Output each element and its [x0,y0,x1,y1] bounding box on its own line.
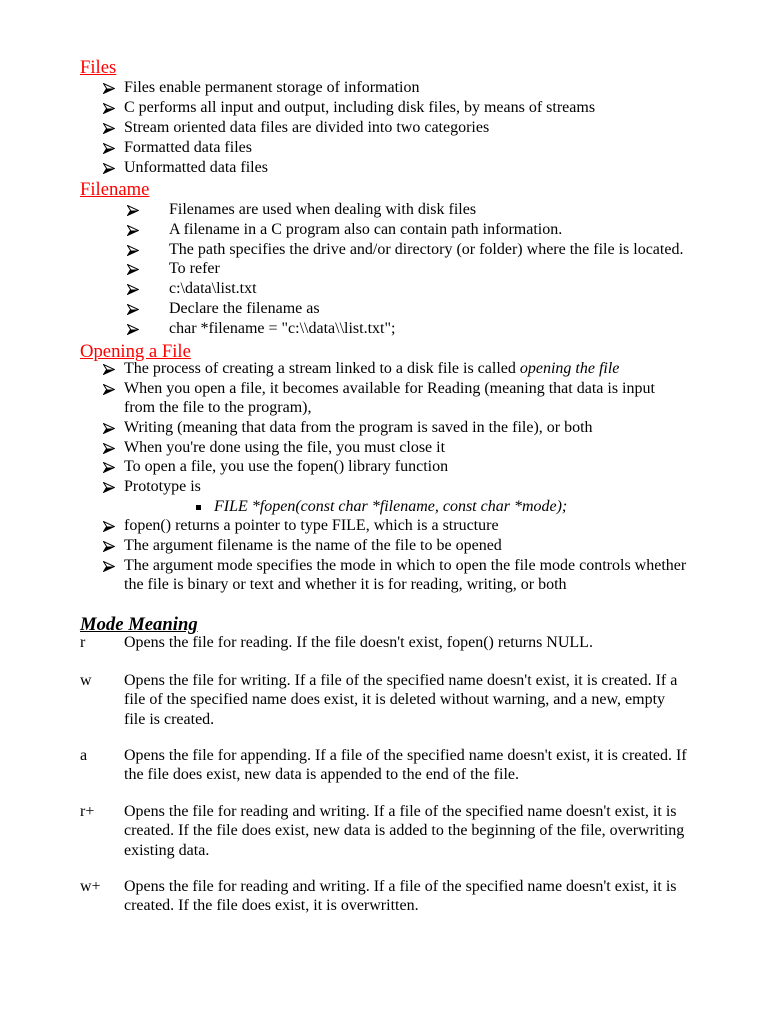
list-item-text: Files enable permanent storage of information [124,79,420,96]
arrow-bullet-icon [127,304,139,315]
list-item-text: Filenames are used when dealing with disk files [169,201,477,218]
files-list [0,78,768,178]
list-item-text: To refer [169,260,220,278]
arrow-bullet-icon [103,163,115,174]
files-heading: Files [80,57,117,78]
arrow-bullet-icon [103,384,115,395]
arrow-bullet-icon [103,541,115,552]
mode-description [124,802,684,860]
list-item [0,279,768,299]
mode-key: r [80,634,86,651]
mode-description [124,877,677,916]
list-item [0,98,768,118]
mode-description-line: the file does exist, new data is appended to the end of the file. [124,766,519,784]
arrow-bullet-icon [127,205,139,216]
list-item-text: fopen() returns a pointer to type FILE, which is a structure [124,517,499,535]
sub-list-item [0,497,768,517]
list-item [0,536,768,556]
list-item-text: c:\data\list.txt [169,280,257,298]
list-item [0,138,768,158]
list-item-text: C performs all input and output, including disk files, by means of streams [124,99,596,116]
opening-a-file-list [0,359,768,595]
list-item [0,379,768,418]
list-item [0,319,768,339]
arrow-bullet-icon [103,482,115,493]
mode-description [124,746,687,785]
list-item-text: Formatted data files [124,139,252,156]
list-item [0,516,768,536]
mode-description-line: created. If the file does exist, new data is added to the beginning of the file, overwriting [124,822,685,840]
list-item [0,418,768,438]
list-item [0,158,768,178]
mode-description-line: file of the specified name does exist, it is deleted without warning, and a new, empty [124,691,666,709]
list-item-text: The path specifies the drive and/or directory (or folder) where the file is located. [169,240,684,258]
square-bullet-icon [196,505,201,510]
mode-description-line: file is created. [124,710,215,728]
mode-description [124,671,677,729]
arrow-bullet-icon [103,521,115,532]
arrow-bullet-icon [127,225,139,236]
list-item-text: A filename in a C program also can contain path information. [169,220,563,238]
arrow-bullet-icon [127,284,139,295]
mode-description [124,633,593,652]
mode-key: a [80,747,88,764]
list-item-line: The argument mode specifies the mode in which to open the file mode controls whether [124,556,687,574]
list-item [0,259,768,279]
list-item-text: Prototype is [124,477,201,495]
arrow-bullet-icon [127,245,139,256]
list-item [0,299,768,319]
list-item [0,200,768,220]
list-item-text: Stream oriented data files are divided into two categories [124,119,490,136]
arrow-bullet-icon [103,443,115,454]
arrow-bullet-icon [103,103,115,114]
prototype-signature: FILE *fopen(const char *filename, const char *mode); [214,497,568,515]
emphasis-text: opening the file [519,360,620,377]
list-item-text: When you're done using the file, you must close it [124,438,446,456]
mode-description-line: Opens the file for appending. If a file of the specified name doesn't exist, it is created. If [124,747,687,764]
arrow-bullet-icon [103,364,115,375]
filename-heading: Filename [80,179,150,200]
list-item-text: The argument filename is the name of the file to be opened [124,536,502,554]
list-item-text: To open a file, you use the fopen() library function [124,458,449,476]
list-item-text: Writing (meaning that data from the program is saved in the file), or both [124,418,593,436]
list-item-line: When you open a file, it becomes available for Reading (meaning that data is input [124,379,655,397]
mode-description-line: Opens the file for reading. If the file doesn't exist, fopen() returns NULL. [124,634,593,651]
list-item-line: the file is binary or text and whether it is for reading, writing, or both [124,576,567,594]
mode-description-line: Opens the file for writing. If a file of the specified name doesn't exist, it is created. If a [124,672,678,689]
list-item [0,78,768,98]
list-item-text: Declare the filename as [169,299,320,317]
filename-list [0,200,768,339]
arrow-bullet-icon [127,324,139,335]
list-item-text: char *filename = "c:\\data\\list.txt"; [169,319,396,337]
list-item-text: The process of creating a stream linked to a disk file is called [124,360,520,377]
arrow-bullet-icon [103,462,115,473]
arrow-bullet-icon [103,423,115,434]
mode-key: w [80,672,92,689]
mode-description-line: Opens the file for reading and writing. If a file of the specified name doesn't exist, it is [124,803,677,820]
arrow-bullet-icon [103,123,115,134]
list-item [0,438,768,458]
mode-description-line: existing data. [124,841,210,859]
mode-key: w+ [80,878,101,895]
arrow-bullet-icon [103,561,115,572]
arrow-bullet-icon [127,264,139,275]
list-item [0,477,768,497]
list-item [0,240,768,260]
mode-meaning-heading: Mode Meaning [80,614,198,635]
arrow-bullet-icon [103,143,115,154]
list-item [0,220,768,240]
list-item [0,556,768,595]
list-item [0,359,768,379]
mode-key: r+ [80,803,95,820]
list-item [0,457,768,477]
list-item-line: from the file to the program), [124,399,312,417]
list-item [0,118,768,138]
arrow-bullet-icon [103,83,115,94]
mode-description-line: created. If the file does exist, it is overwritten. [124,897,419,915]
mode-description-line: Opens the file for reading and writing. If a file of the specified name doesn't exist, it is [124,878,677,895]
list-item-text: Unformatted data files [124,159,268,176]
opening-a-file-heading: Opening a File [80,341,191,362]
